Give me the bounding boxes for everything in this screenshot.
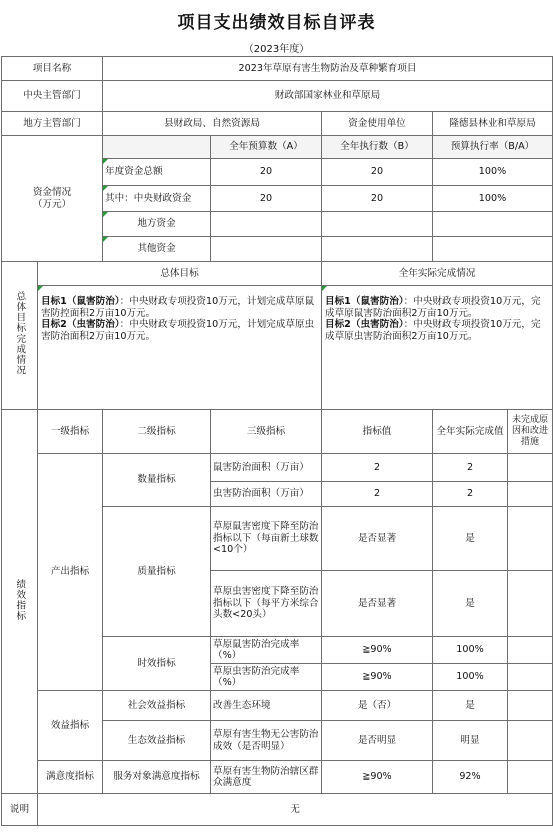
social-effect-label: 社会效益指标 [103, 691, 211, 721]
indicator-header-l3: 三级指标 [211, 410, 322, 454]
funds-row-rate: 100% [433, 186, 553, 212]
funds-row-exec [322, 237, 433, 262]
note-label: 说明 [2, 794, 38, 826]
project-name-label: 项目名称 [2, 57, 103, 81]
indicator-value: ≧90% [322, 664, 433, 691]
funds-row-budget: 20 [211, 186, 322, 212]
funds-row-label: 年度资金总额 [103, 159, 211, 186]
indicator-reason [508, 571, 553, 637]
report-year: （2023年度） [243, 44, 310, 55]
funds-row-exec: 20 [322, 159, 433, 186]
indicator-reason [508, 664, 553, 691]
indicator-actual: 92% [433, 761, 508, 794]
funds-col-exec: 全年执行数（B） [322, 136, 433, 159]
indicator-reason [508, 454, 553, 482]
fund-unit-value: 隆德县林业和草原局 [433, 112, 553, 136]
funds-row-rate [433, 237, 553, 262]
indicator-l3: 草原虫害防治完成率（%） [211, 664, 322, 691]
indicator-value: 是否显著 [322, 507, 433, 571]
indicator-reason [508, 691, 553, 721]
indicator-value: 是（否） [322, 691, 433, 721]
indicator-actual: 2 [433, 482, 508, 507]
funds-col-rate: 预算执行率（B/A） [433, 136, 553, 159]
funds-row-budget [211, 237, 322, 262]
local-dept-label: 地方主管部门 [2, 112, 103, 136]
indicator-header-value: 指标值 [322, 410, 433, 454]
indicator-l3: 草原虫害密度下降至防治指标以下（每平方米综合头数<20头） [211, 571, 322, 637]
output-indicator-label: 产出指标 [38, 454, 103, 691]
funds-row-rate [433, 212, 553, 237]
funds-row-exec: 20 [322, 186, 433, 212]
indicator-l3: 草原鼠害密度下降至防治指标以下（每亩新土球数<10个） [211, 507, 322, 571]
overall-goal-text: 目标1（鼠害防治）：中央财政专项投资10万元，计划完成草原鼠害防控面积2万亩10万元。 目标2（虫害防治）：中央财政专项投资10万元，计划完成草原虫害防治面积2万亩10万元。 [38, 286, 322, 410]
satisfaction-indicator-label: 满意度指标 [38, 761, 103, 794]
indicator-reason [508, 721, 553, 761]
effect-indicator-label: 效益指标 [38, 691, 103, 761]
indicator-value: ≧90% [322, 637, 433, 664]
indicator-reason [508, 761, 553, 794]
indicator-header-actual: 全年实际完成值 [433, 410, 508, 454]
actual-completion-header: 全年实际完成情况 [322, 262, 553, 286]
project-name-value: 2023年草原有害生物防治及草种繁育项目 [103, 57, 553, 81]
indicator-l3: 草原鼠害防治完成率（%） [211, 637, 322, 664]
indicator-header-reason: 未完成原因和改进措施 [508, 410, 553, 454]
funds-row-label: 其他资金 [103, 237, 211, 262]
funds-row-budget: 20 [211, 159, 322, 186]
indicator-actual: 100% [433, 664, 508, 691]
indicator-actual: 是 [433, 691, 508, 721]
eco-effect-label: 生态效益指标 [103, 721, 211, 761]
funds-col-budget: 全年预算数（A） [211, 136, 322, 159]
funds-row-rate: 100% [433, 159, 553, 186]
indicator-value: 2 [322, 482, 433, 507]
timeliness-indicator-label: 时效指标 [103, 637, 211, 691]
indicator-actual: 是 [433, 571, 508, 637]
indicator-l3: 虫害防治面积（万亩） [211, 482, 322, 507]
note-value: 无 [38, 794, 553, 826]
actual-completion-text: 目标1（鼠害防治）：中央财政专项投资10万元，完成草原鼠害防治面积2万亩10万元。 目标2（虫害防治）：中央财政专项投资10万元，完成草原虫害防治面积2万亩10万元。 [322, 286, 553, 410]
fund-unit-label: 资金使用单位 [322, 112, 433, 136]
indicator-value: 2 [322, 454, 433, 482]
indicator-actual: 100% [433, 637, 508, 664]
funds-row-label: 地方资金 [103, 212, 211, 237]
funds-row-label: 其中：中央财政资金 [103, 186, 211, 212]
funds-row-exec [322, 212, 433, 237]
indicator-value: 是否显著 [322, 571, 433, 637]
central-dept-value: 财政部国家林业和草原局 [103, 81, 553, 112]
indicators-label: 绩效指标 [2, 410, 38, 794]
indicator-header-l2: 二级指标 [103, 410, 211, 454]
indicator-reason [508, 637, 553, 664]
indicator-actual: 是 [433, 507, 508, 571]
indicator-value: ≧90% [322, 761, 433, 794]
funds-header-blank [103, 136, 211, 159]
funds-label: 资金情况 （万元） [2, 136, 103, 262]
funds-row-budget [211, 212, 322, 237]
indicator-actual: 2 [433, 454, 508, 482]
indicator-reason [508, 507, 553, 571]
indicator-l3: 草原有害生物无公害防治成效（是否明显） [211, 721, 322, 761]
self-evaluation-table [1, 56, 553, 826]
quality-indicator-label: 质量指标 [103, 507, 211, 637]
page-title: 项目支出绩效目标自评表 [177, 13, 376, 33]
indicator-l3: 改善生态环境 [211, 691, 322, 721]
indicator-l3: 草原有害生物防治辖区群众满意度 [211, 761, 322, 794]
indicator-actual: 明显 [433, 721, 508, 761]
goals-label: 总体目标完成情况 [2, 262, 38, 410]
local-dept-value: 县财政局、自然资源局 [103, 112, 322, 136]
overall-goal-header: 总体目标 [38, 262, 322, 286]
indicator-value: 是否明显 [322, 721, 433, 761]
indicator-header-l1: 一级指标 [38, 410, 103, 454]
central-dept-label: 中央主管部门 [2, 81, 103, 112]
service-satisfaction-label: 服务对象满意度指标 [103, 761, 211, 794]
indicator-reason [508, 482, 553, 507]
indicator-l3: 鼠害防治面积（万亩） [211, 454, 322, 482]
quantity-indicator-label: 数量指标 [103, 454, 211, 507]
